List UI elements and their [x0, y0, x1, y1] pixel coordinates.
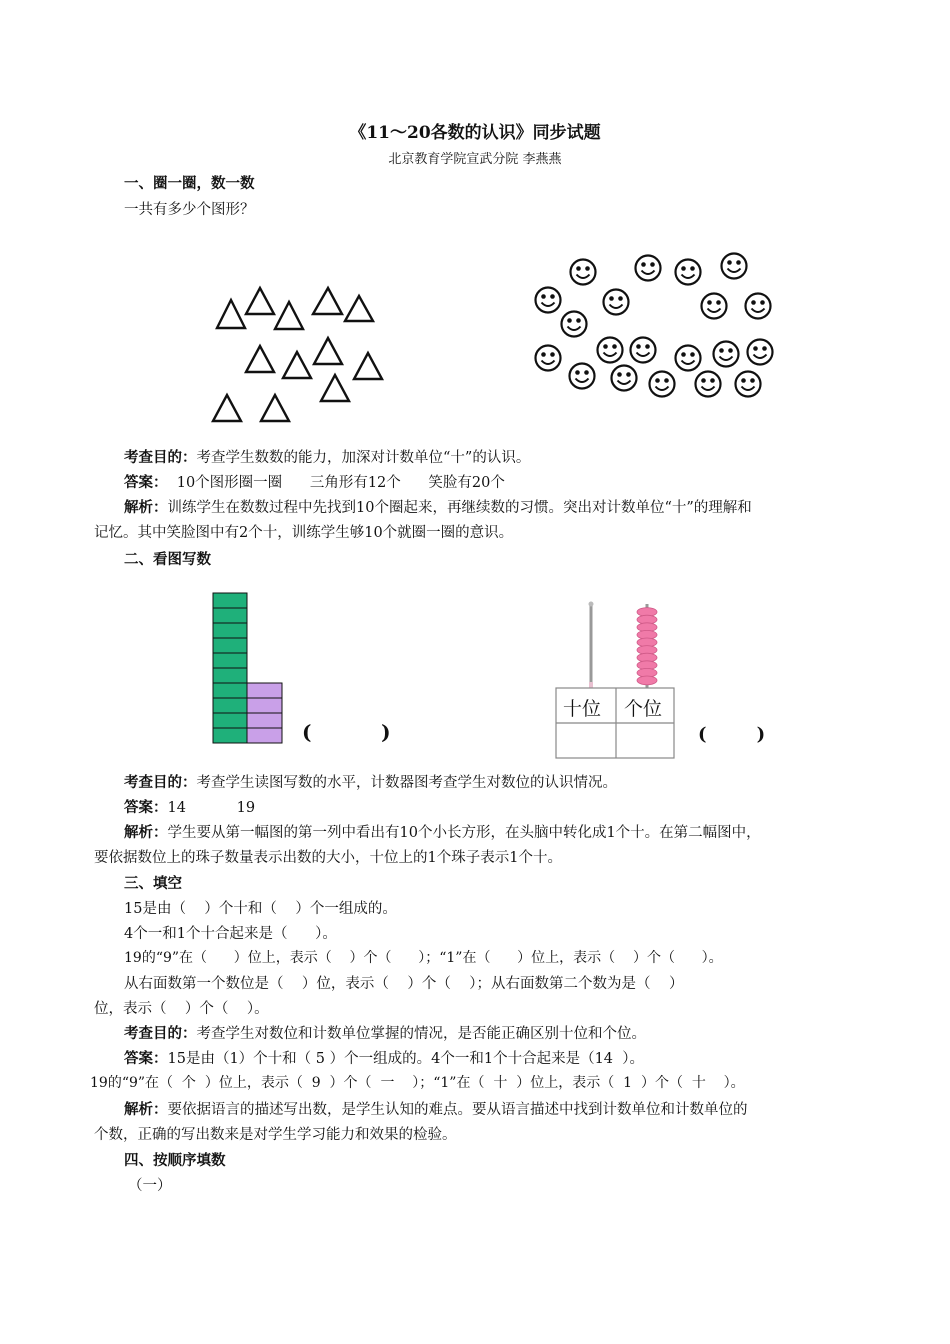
smiley-face-icon — [676, 260, 701, 285]
smiley-face-icon — [562, 312, 587, 337]
smiley-face-icon — [636, 256, 661, 281]
section-1-question: 一共有多少个图形？ — [124, 202, 255, 218]
smiley-face-icon — [696, 372, 721, 397]
fill-question-1: 15是由（ ）个十和（ ）个一组成的。 — [124, 901, 397, 917]
answer-text: 14 19 — [167, 800, 256, 816]
ten-block-unit — [213, 638, 247, 653]
ten-block-unit — [213, 728, 247, 743]
smiley-face-icon — [536, 288, 561, 313]
smiley-face-icon — [722, 254, 747, 279]
smiley-face-icon — [536, 346, 561, 371]
triangle — [321, 375, 349, 401]
abacus-bead — [637, 676, 657, 685]
analysis-text: 要依据语言的描述写出数，是学生认知的难点。要从语言描述中找到计数单位和计数单位的 — [167, 1102, 748, 1118]
author-line: 北京教育学院宣武分院 李燕燕 — [388, 152, 562, 167]
purpose-label: 考查目的： — [124, 774, 197, 791]
section-3-heading: 三、填空 — [124, 875, 182, 892]
abacus-figure — [555, 598, 685, 768]
fill-question-2: 4个一和1个十合起来是（ ）。 — [124, 926, 337, 942]
ten-block-unit — [213, 698, 247, 713]
purpose-text: 考查学生读图写数的水平，计数器图考查学生对数位的认识情况。 — [196, 775, 617, 791]
smiley-face-icon — [570, 364, 595, 389]
analysis-text-cont: 要依据数位上的珠子数量表示出数的大小，十位上的1个珠子表示1个十。 — [94, 850, 562, 866]
ten-block-unit — [213, 653, 247, 668]
tens-place-label: 十位 — [563, 698, 602, 720]
one-block-unit — [247, 713, 282, 728]
one-block-unit — [247, 683, 282, 698]
fill-question-3: 19的“9”在（ ）位上，表示（ ）个（ ）；“1”在（ ）位上，表示（ ）个（ ）。 — [124, 950, 723, 966]
blocks-figure — [210, 589, 290, 749]
smiley-face-icon — [748, 340, 773, 365]
smiley-face-icon — [598, 338, 623, 363]
smiley-face-icon — [604, 290, 629, 315]
purpose-text: 考查学生对数位和计数单位掌握的情况，是否能正确区别十位和个位。 — [196, 1026, 646, 1042]
answer-label: 答案： — [124, 1050, 168, 1067]
analysis-text: 训练学生在数数过程中先找到10个圈起来，再继续数的习惯。突出对计数单位“十”的理解和 — [167, 500, 752, 516]
fill-question-4-cont: 位，表示（ ）个（ ）。 — [94, 1001, 269, 1017]
subsection-label: （一） — [128, 1178, 172, 1194]
smileys-figure — [528, 248, 788, 408]
triangle — [345, 296, 373, 321]
answer-blank-1: ( ) — [302, 720, 391, 744]
smiley-face-icon — [746, 294, 771, 319]
ten-block-unit — [213, 668, 247, 683]
answer-text: 15是由（1）个十和（ 5 ）个一组成的。4个一和1个十合起来是（14 ）。 — [167, 1051, 644, 1067]
purpose-text: 考查学生数数的能力，加深对计数单位“十”的认识。 — [196, 450, 531, 466]
ten-block-unit — [213, 593, 247, 608]
triangle — [283, 352, 311, 378]
ten-block-unit — [213, 713, 247, 728]
answer-text-cont: 19的“9”在（ 个 ）位上，表示（ 9 ）个（ 一 ）；“1”在（ 十 ）位上，表示（ 1 ）个（ 十 ）。 — [90, 1075, 745, 1091]
smiley-face-icon — [702, 294, 727, 319]
smiley-face-icon — [612, 366, 637, 391]
triangle — [261, 395, 289, 421]
ten-block-unit — [213, 623, 247, 638]
smiley-face-icon — [650, 372, 675, 397]
analysis-label: 解析： — [124, 1101, 168, 1118]
ten-block-unit — [213, 608, 247, 623]
purpose-label: 考查目的： — [124, 1025, 197, 1042]
analysis-label: 解析： — [124, 824, 168, 841]
purpose-label: 考查目的： — [124, 449, 197, 466]
section-1-heading: 一、圈一圈，数一数 — [124, 175, 255, 192]
section-2-heading: 二、看图写数 — [124, 551, 211, 568]
answer-label: 答案： — [124, 799, 168, 816]
smiley-face-icon — [714, 342, 739, 367]
triangle — [275, 302, 303, 329]
smiley-face-icon — [631, 338, 656, 363]
one-block-unit — [247, 728, 282, 743]
analysis-label: 解析： — [124, 499, 168, 516]
smiley-face-icon — [676, 346, 701, 371]
answer-text: 10个图形圈一圈 三角形有12个 笑脸有20个 — [167, 475, 505, 491]
triangle — [314, 338, 342, 364]
one-block-unit — [247, 698, 282, 713]
page-title: 《11～20各数的认识》同步试题 — [349, 123, 601, 143]
smiley-face-icon — [736, 372, 761, 397]
triangle — [217, 300, 245, 328]
answer-label: 答案： — [124, 474, 168, 491]
triangle — [246, 346, 274, 372]
triangles-figure — [205, 280, 395, 430]
answer-blank-2: ( ) — [698, 724, 766, 745]
ten-block-unit — [213, 683, 247, 698]
section-4-heading: 四、按顺序填数 — [124, 1152, 226, 1169]
triangle — [354, 353, 382, 379]
fill-question-4: 从右面数第一个数位是（ ）位，表示（ ）个（ ）；从右面数第二个数为是（ ） — [124, 976, 684, 992]
smiley-face-icon — [571, 260, 596, 285]
triangle — [213, 395, 241, 421]
analysis-text-cont: 个数，正确的写出数来是对学生学习能力和效果的检验。 — [94, 1127, 457, 1143]
analysis-text-cont: 记忆。其中笑脸图中有2个十，训练学生够10个就圈一圈的意识。 — [94, 525, 514, 541]
triangle — [246, 288, 274, 314]
ones-place-label: 个位 — [624, 698, 663, 720]
triangle — [313, 288, 342, 314]
analysis-text: 学生要从第一幅图的第一列中看出有10个小长方形，在头脑中转化成1个十。在第二幅图中， — [167, 825, 761, 841]
